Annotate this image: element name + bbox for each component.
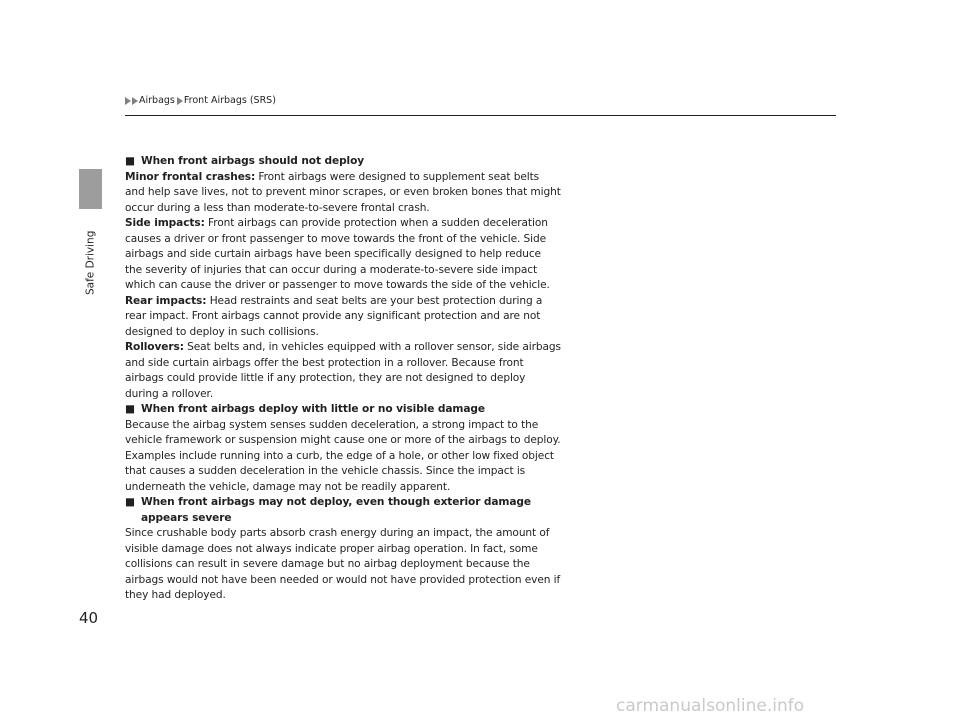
breadcrumb-arrow-icon <box>125 97 131 105</box>
breadcrumb-arrow-icon <box>132 97 138 105</box>
breadcrumb-item-airbags[interactable]: Airbags <box>139 95 175 106</box>
paragraph-rear-impacts: Rear impacts: Head restraints and seat belts are your best protection during a rear impact. Front airbags cannot provide any significant protection and are not designed to deploy in such collisions. <box>125 294 543 338</box>
page-body <box>125 154 561 604</box>
square-bullet-icon: ■ <box>125 155 135 167</box>
page-number: 40 <box>79 609 99 627</box>
section-tab-marker <box>79 169 102 209</box>
breadcrumb <box>125 95 276 106</box>
watermark: carmanualsonline.info <box>616 696 805 716</box>
header-divider <box>125 115 836 116</box>
breadcrumb-arrow-icon <box>177 97 183 105</box>
paragraph-little-damage: Because the airbag system senses sudden deceleration, a strong impact to the vehicle framework or suspension might cause one or more of the airbags to deploy. Examples include running into a curb, the edge of a hole, or other low fixed object that causes a sudden deceleration in the vehicle chassis. Since the impact is underneath the vehicle, damage may not be readily apparent. <box>125 418 561 493</box>
paragraph-severe-damage: Since crushable body parts absorb crash energy during an impact, the amount of visible damage does not always indicate proper airbag operation. In fact, some collisions can result in severe damage but no airbag deployment because the airbags would not have been needed or would not have provided protection even if they had deployed. <box>125 527 561 601</box>
square-bullet-icon: ■ <box>125 403 135 415</box>
breadcrumb-item-front-airbags[interactable]: Front Airbags (SRS) <box>183 95 276 106</box>
section-heading: ■ When front airbags should not deploy <box>125 154 561 170</box>
paragraph-side-impacts: Side impacts: Front airbags can provide protection when a sudden deceleration causes a driver or front passenger to move towards the front of the vehicle. Side airbags and side curtain airbags have been specifically designed to help reduce the severity of injuries that can occur during a moderate-to-severe side impact which can cause the driver or passenger to move towards the side of the vehicle. <box>125 217 550 291</box>
section-heading: ■ When front airbags may not deploy, even though exterior damage appears severe <box>125 495 561 526</box>
paragraph-minor-crashes: Minor frontal crashes: Front airbags were designed to supplement seat belts and help save lives, not to prevent minor scrapes, or even broken bones that might occur during a less than moderate-to-severe frontal crash. <box>125 170 561 214</box>
paragraph-rollovers: Rollovers: Seat belts and, in vehicles equipped with a rollover sensor, side airbags and side curtain airbags offer the best protection in a rollover. Because front airbags could provide little if any protection, they are not designed to deploy during a rollover. <box>125 341 561 400</box>
square-bullet-icon: ■ <box>125 496 135 508</box>
section-heading: ■ When front airbags deploy with little or no visible damage <box>125 402 561 418</box>
section-tab-label: Safe Driving <box>84 230 97 295</box>
